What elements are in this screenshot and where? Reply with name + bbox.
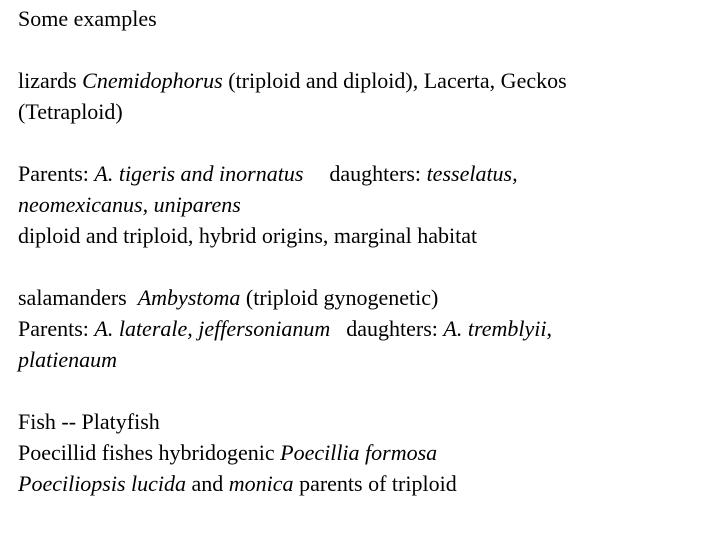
slide-heading: [18, 3, 708, 34]
salamander-daughters-species-1: A. tremblyii: [443, 316, 547, 341]
salamanders-line: [18, 282, 708, 313]
fish-heading: Fish -- Platyfish: [18, 409, 160, 434]
fish-line-3: [18, 468, 708, 499]
salamander-daughters-line: [18, 344, 708, 375]
fish-species-lucida: Poeciliopsis lucida: [18, 471, 187, 496]
salamanders-suffix: (triploid gynogenetic): [240, 285, 439, 310]
lizard-notes: diploid and triploid, hybrid origins, marginal habitat: [18, 223, 478, 248]
fish-hybridogenic: Poecillid fishes hybridogenic: [18, 440, 281, 465]
lizard-daughters-line: [18, 189, 708, 220]
slide-content: [18, 3, 708, 499]
lizards-tetraploid: (Tetraploid): [18, 99, 123, 124]
daughters-species-2: neomexicanus, uniparens: [18, 192, 241, 217]
heading-text: Some examples: [18, 6, 157, 31]
spacer: [18, 127, 708, 158]
parents-label: Parents:: [18, 161, 95, 186]
lizards-genus: Cnemidophorus: [82, 68, 223, 93]
lizards-suffix: (triploid and diploid), Lacerta, Geckos: [222, 68, 567, 93]
fish-species-formosa: Poecillia formosa: [280, 440, 438, 465]
salamander-daughters-species-2: platienaum: [18, 347, 117, 372]
salamanders-prefix: salamanders: [18, 285, 138, 310]
salamander-parents-species: A. laterale, jeffersonianum: [94, 316, 331, 341]
salamander-parents-label: Parents:: [18, 316, 95, 341]
lizard-notes-line: [18, 220, 708, 251]
spacer: [18, 34, 708, 65]
lizard-parents-line: [18, 158, 708, 189]
salamander-comma: ,: [546, 316, 552, 341]
salamanders-genus: Ambystoma: [137, 285, 241, 310]
daughters-species-1: tesselatus,: [426, 161, 518, 186]
salamander-daughters-label: daughters:: [346, 316, 444, 341]
spacer: [18, 375, 708, 406]
fish-suffix: parents of triploid: [293, 471, 457, 496]
spacer: [18, 251, 708, 282]
parents-species: A. tigeris and inornatus: [94, 161, 304, 186]
lizards-prefix: lizards: [18, 68, 83, 93]
salamander-parents-line: [18, 313, 708, 344]
fish-line-1: [18, 406, 708, 437]
fish-species-monica: monica: [228, 471, 294, 496]
lizards-line-1: [18, 65, 708, 96]
daughters-label: daughters:: [329, 161, 427, 186]
fish-and: and: [186, 471, 229, 496]
fish-line-2: [18, 437, 708, 468]
lizards-line-2: [18, 96, 708, 127]
